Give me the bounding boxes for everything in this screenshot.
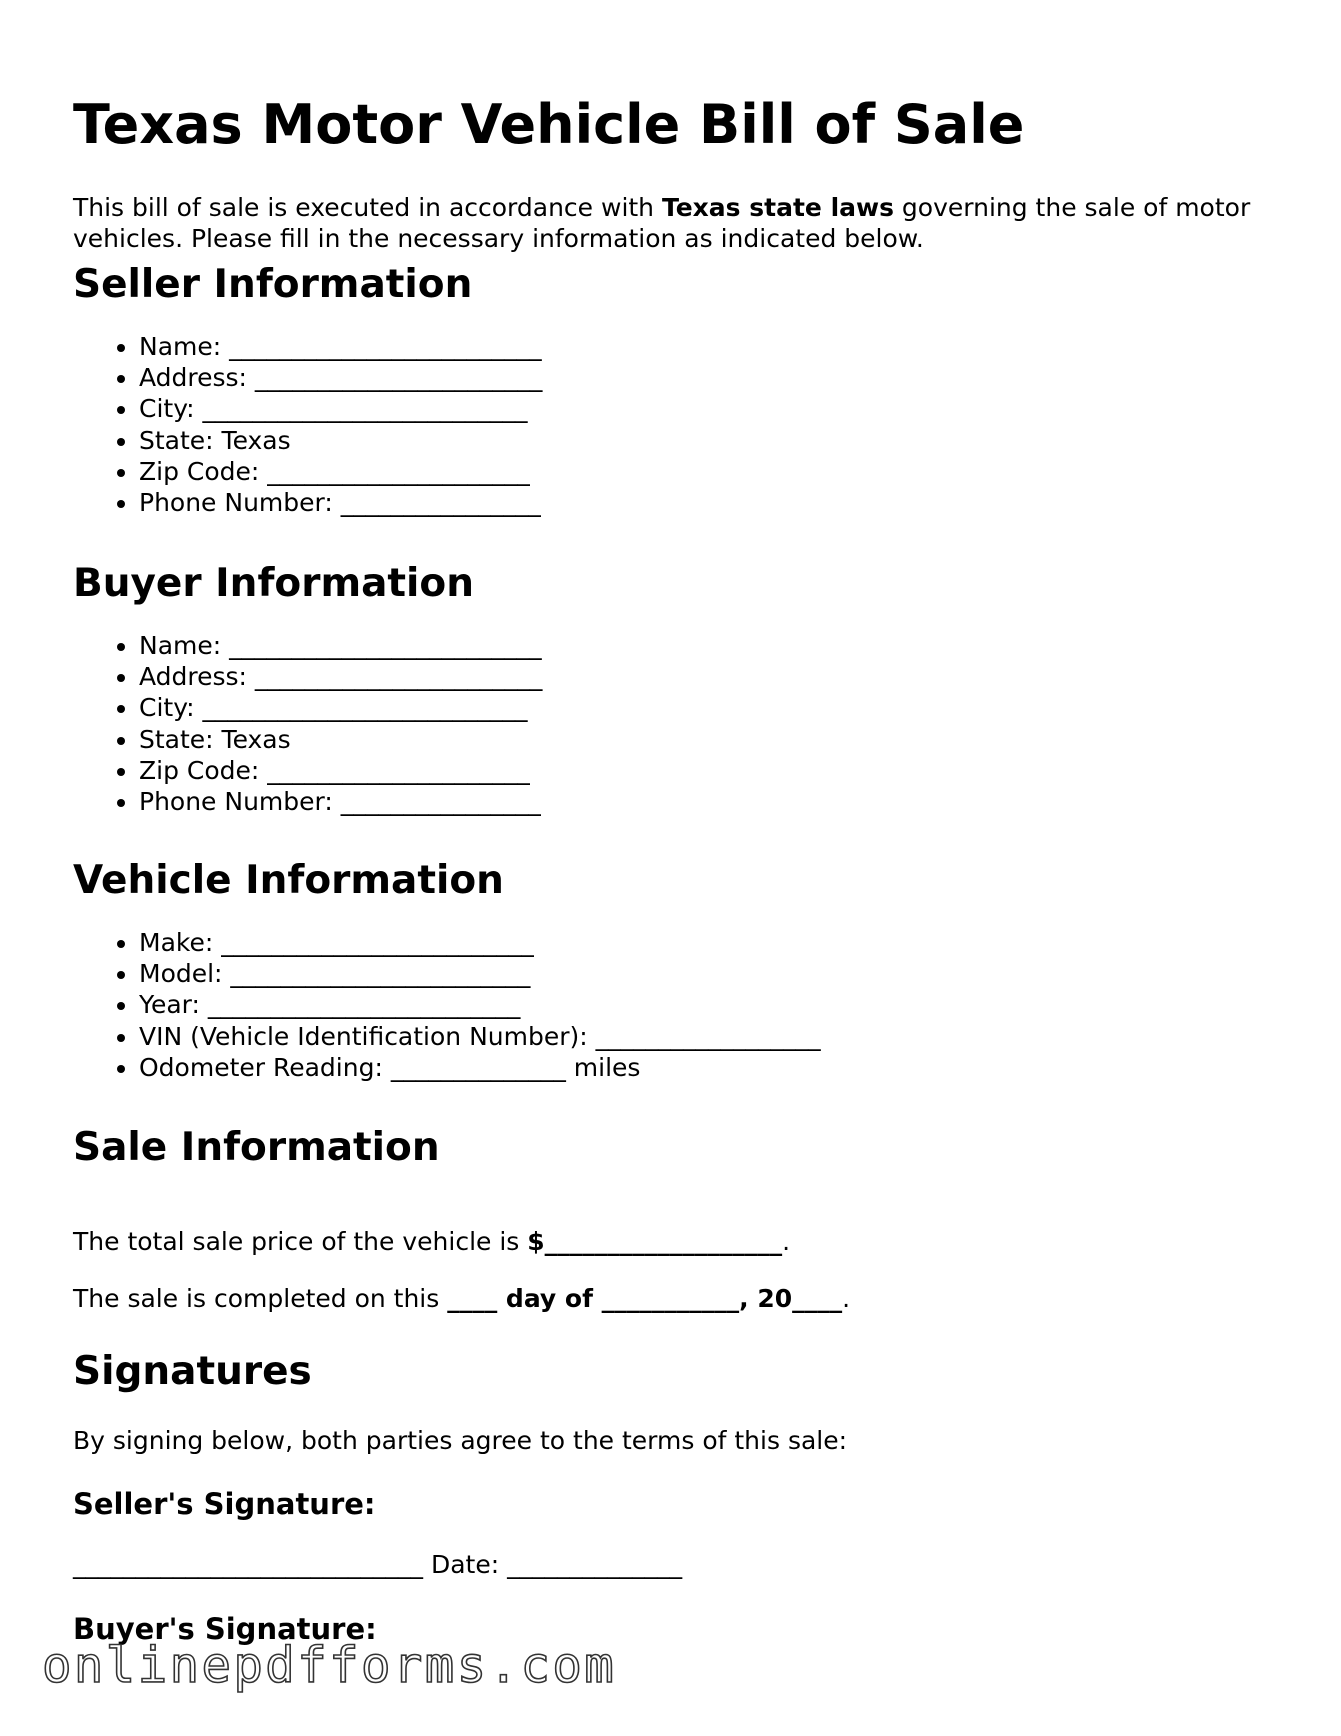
intro-text-start: This bill of sale is executed in accordance with xyxy=(73,193,662,222)
buyer-heading: Buyer Information xyxy=(73,561,474,606)
seller-phone-field[interactable]: • Phone Number: ________________ xyxy=(139,487,542,518)
vehicle-vin-field[interactable]: • VIN (Vehicle Identification Number): __________________ xyxy=(139,1021,821,1052)
seller-state-field: • State: Texas xyxy=(139,425,542,456)
seller-zip-field[interactable]: • Zip Code: _____________________ xyxy=(139,456,542,487)
vehicle-model-field[interactable]: • Model: ________________________ xyxy=(139,958,821,989)
sale-date-line[interactable] xyxy=(73,1283,850,1314)
seller-signature-label: Seller's Signature: xyxy=(73,1487,376,1521)
signatures-heading: Signatures xyxy=(73,1349,312,1394)
buyer-name-field[interactable]: • Name: _________________________ xyxy=(139,630,542,661)
vehicle-year-field[interactable]: • Year: _________________________ xyxy=(139,989,821,1020)
sale-heading: Sale Information xyxy=(73,1125,440,1170)
buyer-state-field: • State: Texas xyxy=(139,724,542,755)
vehicle-odometer-field[interactable]: • Odometer Reading: ______________ miles xyxy=(139,1052,821,1083)
vehicle-make-field[interactable]: • Make: _________________________ xyxy=(139,927,821,958)
seller-city-field[interactable]: • City: __________________________ xyxy=(139,393,542,424)
sale-date-text: The sale is completed on this xyxy=(73,1284,448,1313)
sale-price-text: The total sale price of the vehicle is xyxy=(73,1227,528,1256)
buyer-phone-field[interactable]: • Phone Number: ________________ xyxy=(139,786,542,817)
buyer-city-field[interactable]: • City: __________________________ xyxy=(139,692,542,723)
vehicle-field-list xyxy=(73,927,821,1083)
seller-name-field[interactable]: • Name: _________________________ xyxy=(139,331,542,362)
intro-text-bold: Texas state laws xyxy=(661,193,894,222)
buyer-zip-field[interactable]: • Zip Code: _____________________ xyxy=(139,755,542,786)
buyer-address-field[interactable]: • Address: _______________________ xyxy=(139,661,542,692)
buyer-signature-label: Buyer's Signature: xyxy=(73,1612,377,1646)
sale-price-blank[interactable]: $___________________ xyxy=(527,1227,783,1256)
intro-paragraph xyxy=(73,192,1273,254)
intro-text-end: governing the sale of motor vehicles. Please fill in the necessary information as indicated below. xyxy=(73,193,1251,253)
seller-field-list xyxy=(73,331,542,518)
vehicle-heading: Vehicle Information xyxy=(73,858,504,903)
signatures-intro: By signing below, both parties agree to the terms of this sale: xyxy=(73,1426,848,1455)
sale-price-period: . xyxy=(782,1227,791,1256)
sale-price-line[interactable] xyxy=(73,1226,790,1257)
watermark-text: onlinepdfforms.com xyxy=(42,1637,617,1694)
sale-date-blank[interactable]: ____ day of ___________, 20____ xyxy=(447,1284,843,1313)
seller-address-field[interactable]: • Address: _______________________ xyxy=(139,362,542,393)
buyer-field-list xyxy=(73,630,542,817)
page-title: Texas Motor Vehicle Bill of Sale xyxy=(73,93,1025,156)
seller-signature-line[interactable]: ____________________________ Date: ______________ xyxy=(73,1550,683,1579)
seller-heading: Seller Information xyxy=(73,262,473,307)
sale-date-period: . xyxy=(842,1284,851,1313)
